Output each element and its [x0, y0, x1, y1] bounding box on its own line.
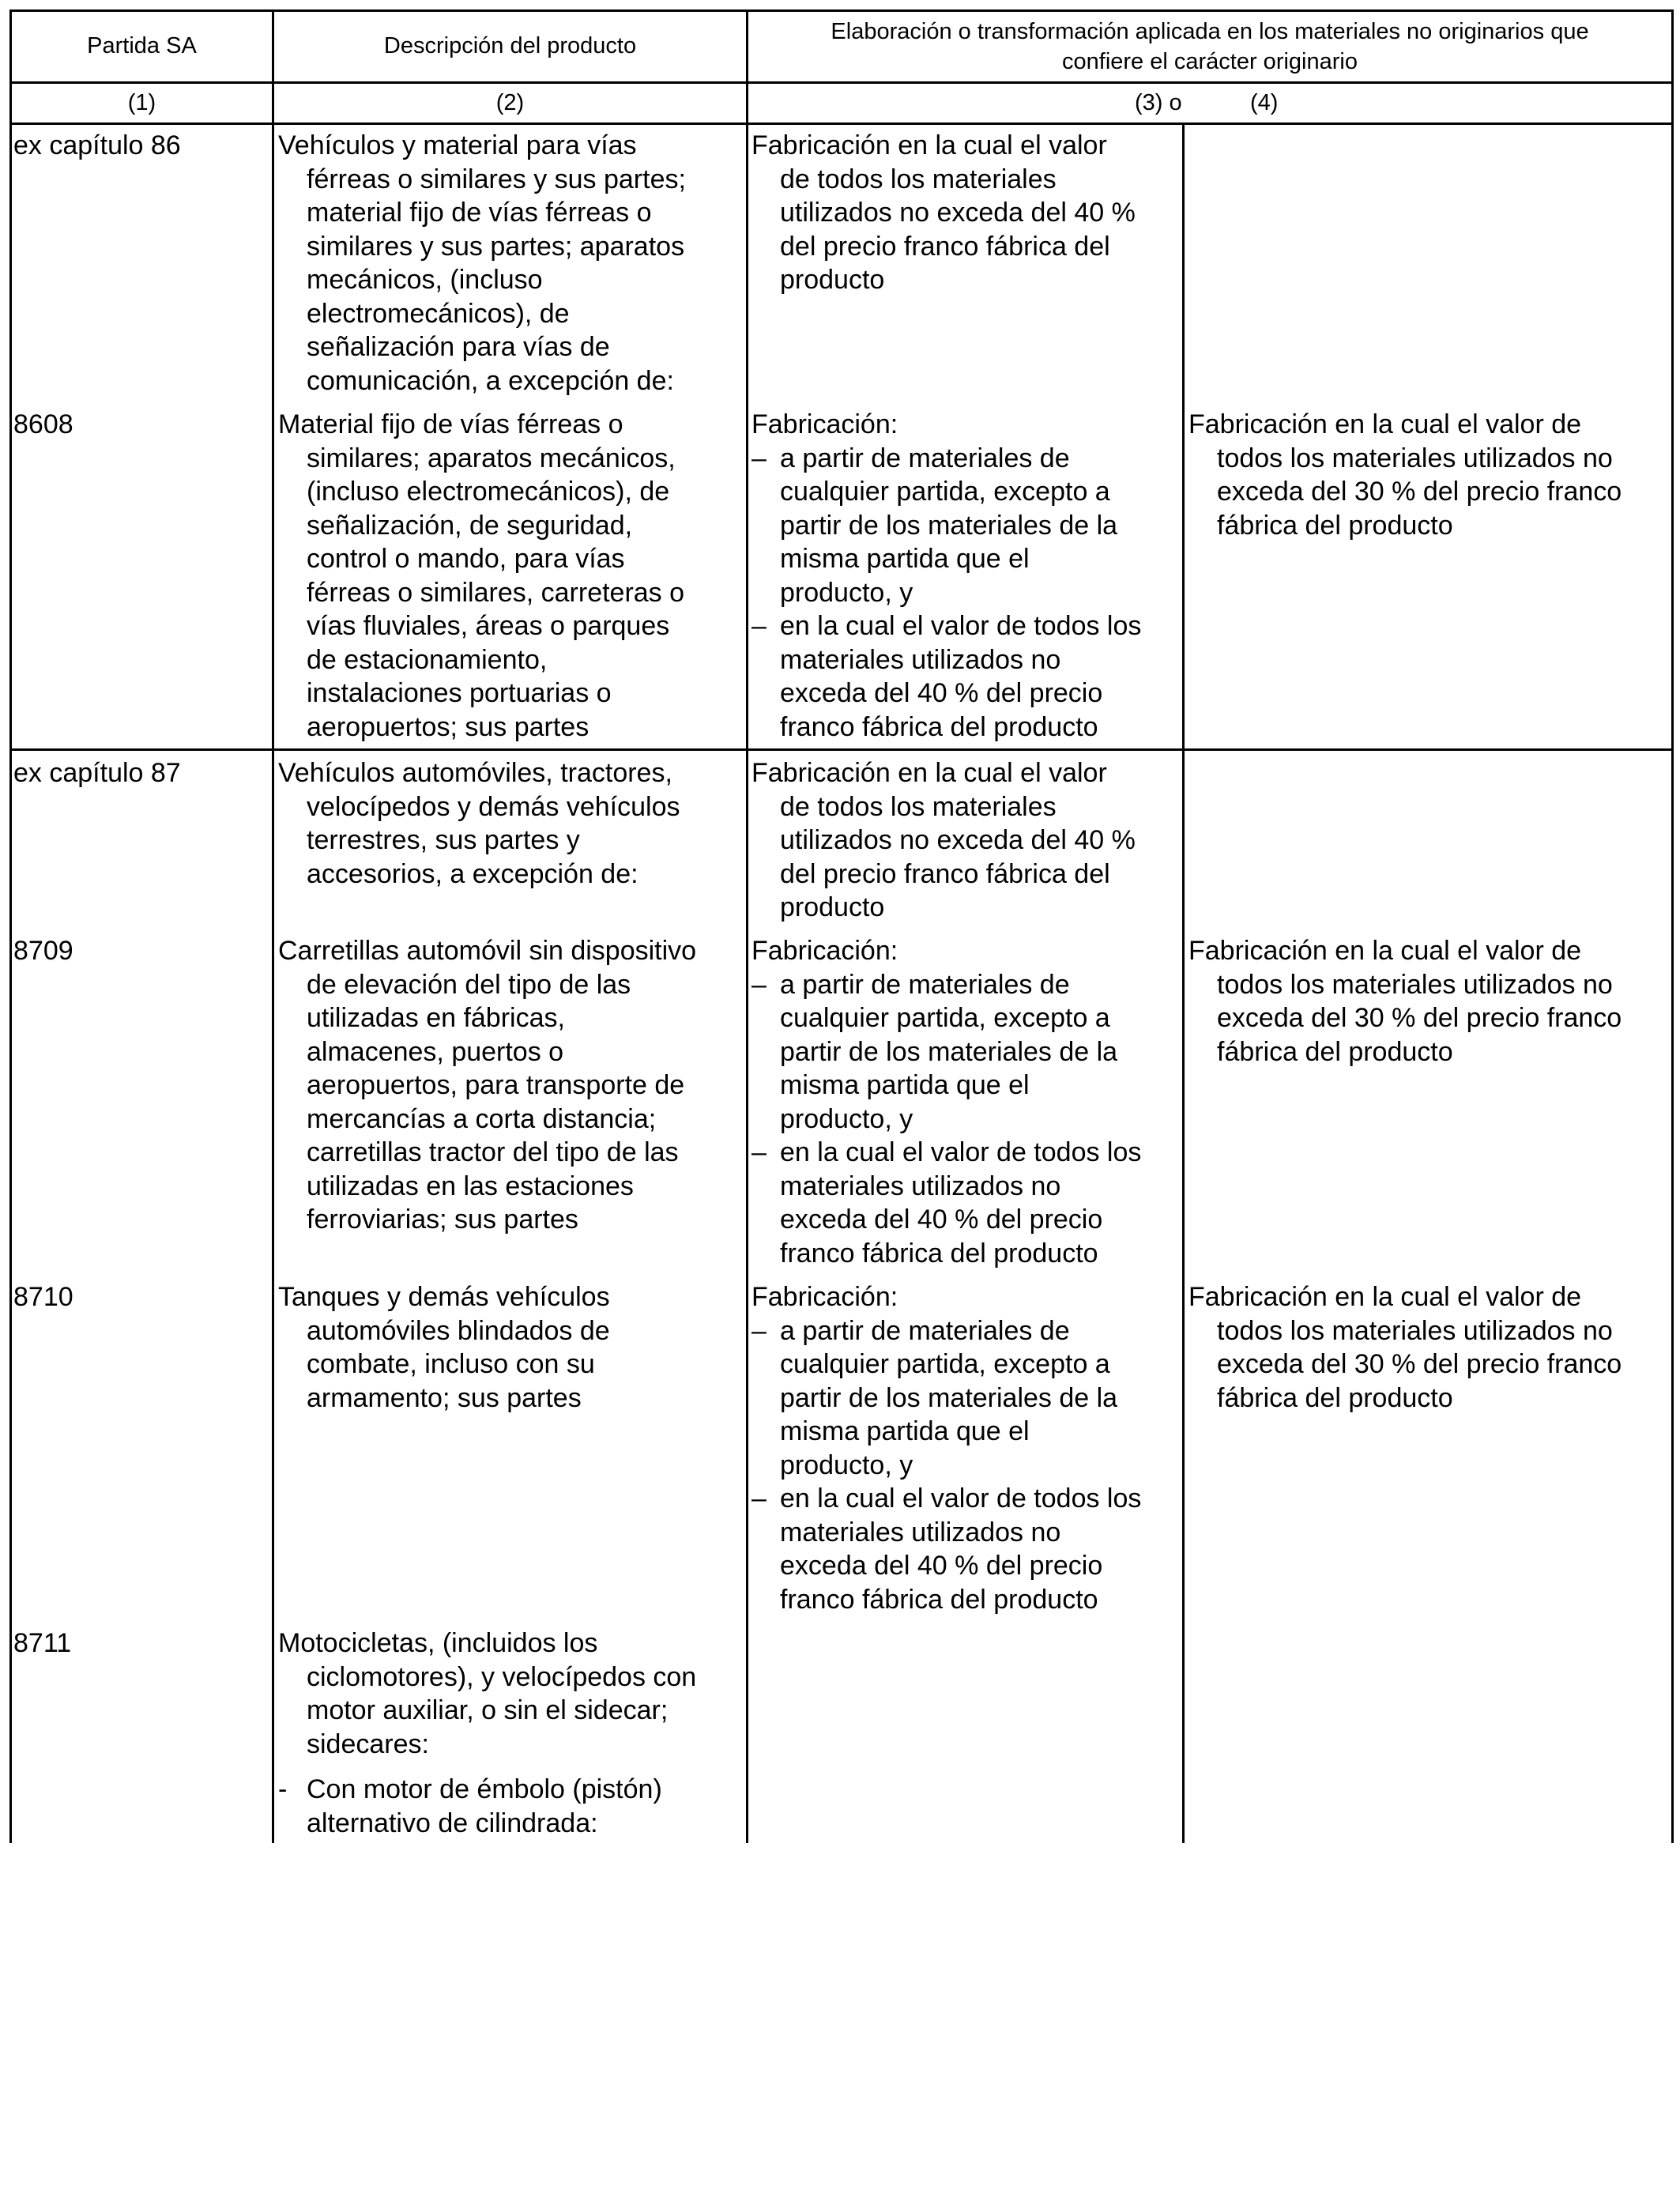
number-row-bottom-border — [9, 123, 1674, 125]
row-code: 8709 — [13, 936, 73, 966]
row-rule-col4: Fabricación en la cual el valor de todos los materiales utilizados no exceda del 30 % del precio franco fábrica del producto — [1188, 409, 1622, 541]
row-rule-col3: Fabricación: – a partir de materiales de cualquier partida, excepto a partir de los materiales de la misma partida que el producto, y – en la cual el valor de todos los materiales utilizados no exceda del 40 % del precio franco fábrica del producto — [751, 936, 1142, 1269]
header-num-4: (4) — [1250, 90, 1279, 115]
table-right-border — [1671, 9, 1674, 1843]
header-num-1: (1) — [127, 90, 156, 115]
row-rule-col3: Fabricación en la cual el valor de todos los materiales utilizados no exceda del 40 % del precio franco fábrica del producto — [751, 130, 1136, 295]
col1-right-border — [272, 9, 274, 1843]
row-code: ex capítulo 87 — [13, 758, 181, 788]
row-code: 8711 — [13, 1628, 72, 1658]
header-elaboracion-line1: Elaboración o transformación aplicada en los materiales no originarios que — [831, 19, 1589, 44]
row-code: 8608 — [13, 409, 73, 439]
row-description: Motocicletas, (incluidos los ciclomotores), y velocípedos con motor auxiliar, o sin el sidecar; sidecares: — [278, 1628, 697, 1759]
row-rule-col4: Fabricación en la cual el valor de todos los materiales utilizados no exceda del 30 % del precio franco fábrica del producto — [1188, 1282, 1622, 1413]
table-left-border — [9, 9, 12, 1843]
table-top-border — [9, 9, 1674, 12]
col2-right-border — [746, 9, 748, 1843]
row-rule-col3: Fabricación: – a partir de materiales de cualquier partida, excepto a partir de los materiales de la misma partida que el producto, y – en la cual el valor de todos los materiales utilizados no exceda del 40 % del precio franco fábrica del producto — [751, 409, 1142, 742]
row-rule-col4: Fabricación en la cual el valor de todos los materiales utilizados no exceda del 30 % del precio franco fábrica del producto — [1188, 936, 1622, 1067]
row-rule-col3: Fabricación: – a partir de materiales de cualquier partida, excepto a partir de los materiales de la misma partida que el producto, y – en la cual el valor de todos los materiales utilizados no exceda del 40 % del precio franco fábrica del producto — [751, 1282, 1142, 1615]
row-code: 8710 — [13, 1282, 73, 1312]
header-num-3: (3) o — [1135, 90, 1182, 115]
row-description: Vehículos automóviles, tractores, velocípedos y demás vehículos terrestres, sus partes y accesorios, a excepción de: — [278, 758, 680, 889]
row-description: Tanques y demás vehículos automóviles blindados de combate, incluso con su armamento; sus partes — [278, 1282, 610, 1413]
row-description: Material fijo de vías férreas o similares; aparatos mecánicos, (incluso electromecánicos), de señalización, de seguridad, control o mando, para vías férreas o similares, carreteras o vías fluviales, áreas o parques de estacionamiento, instalaciones portuarias o aeropuertos; sus partes — [278, 409, 685, 742]
header-partida-sa: Partida SA — [87, 33, 197, 58]
row-sub-description: - Con motor de émbolo (pistón) alternativo de cilindrada: — [278, 1774, 662, 1838]
row-divider-ch86 — [9, 748, 1674, 751]
header-num-2: (2) — [495, 90, 525, 115]
col3-right-border — [1182, 123, 1185, 1843]
header-elaboracion-line2: confiere el carácter originario — [1062, 49, 1358, 74]
header-bottom-border — [9, 81, 1674, 84]
row-description: Vehículos y material para vías férreas o similares y sus partes; material fijo de vías férreas o similares y sus partes; aparatos mecánicos, (incluso electromecánicos), de señalización para vías de comunicación, a excepción de: — [278, 130, 686, 396]
row-code: ex capítulo 86 — [13, 130, 181, 160]
header-descripcion: Descripción del producto — [383, 33, 637, 58]
row-description: Carretillas automóvil sin dispositivo de elevación del tipo de las utilizadas en fábricas, almacenes, puertos o aeropuertos, para transporte de mercancías a corta distancia; carretillas tractor del tipo de las utilizadas en las estaciones ferroviarias; sus partes — [278, 936, 697, 1235]
row-rule-col3: Fabricación en la cual el valor de todos los materiales utilizados no exceda del 40 % del precio franco fábrica del producto — [751, 758, 1136, 922]
